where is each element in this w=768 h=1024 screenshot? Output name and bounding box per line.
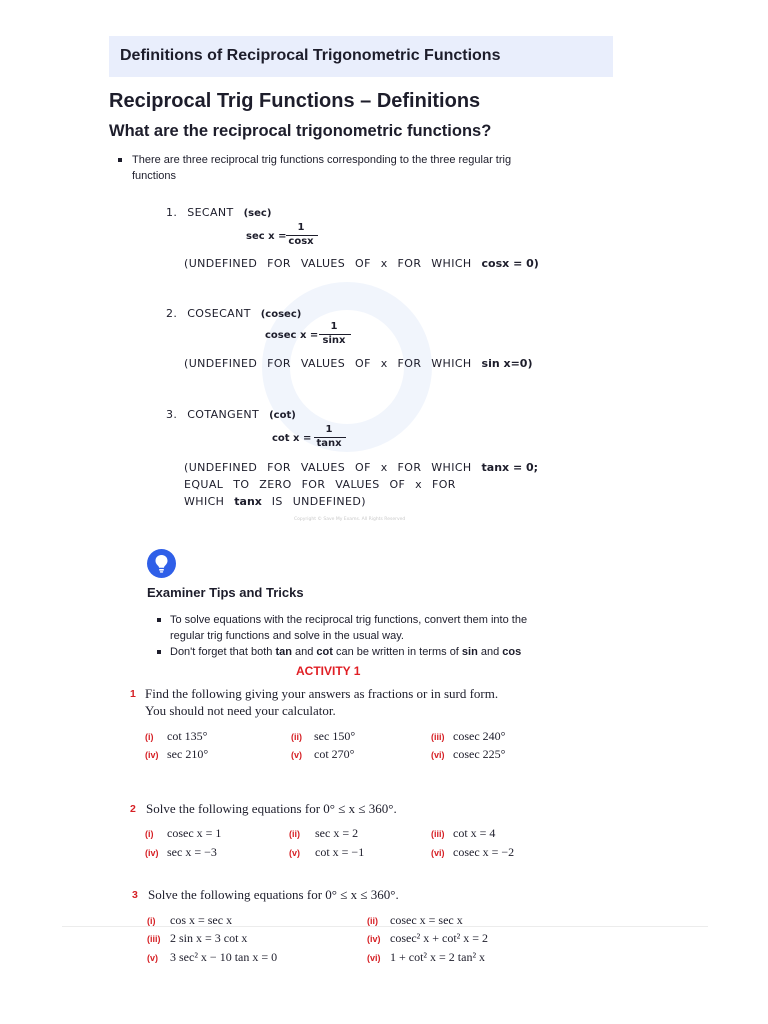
tip-2: Don't forget that both tan and cot can be written in terms of sin and cos — [170, 646, 522, 658]
tip-1-line-2: regular trig functions and solve in the usual way. — [170, 630, 404, 642]
q3-part-v: (v) 3 sec² x − 10 tan x = 0 — [147, 950, 278, 964]
cotangent-note-2: EQUAL TO ZERO FOR VALUES OF x FOR — [184, 478, 456, 491]
section-title: Definitions of Reciprocal Trigonometric Functions — [120, 47, 501, 64]
secant-title: 1. SECANT (sec) — [166, 206, 272, 219]
bullet-icon — [157, 618, 161, 622]
cotangent-formula: cot x = 1 tanx — [272, 426, 352, 452]
page-heading: Reciprocal Trig Functions – Definitions — [109, 90, 481, 112]
q2-part-iii: (iii) cot x = 4 — [431, 826, 496, 840]
intro-line-2: functions — [132, 170, 177, 182]
q1-part-iii: (iii) cosec 240° — [431, 729, 506, 743]
secant-note: (UNDEFINED FOR VALUES OF x FOR WHICH cosx = 0) — [184, 257, 539, 270]
q2-part-iv: (iv) sec x = −3 — [145, 845, 217, 859]
question-1-line-1: Find the following giving your answers as fractions or in surd form. — [145, 686, 499, 701]
question-1-line-2: You should not need your calculator. — [145, 703, 336, 718]
cosecant-note: (UNDEFINED FOR VALUES OF x FOR WHICH sin x=0) — [184, 357, 533, 370]
cosecant-title: 2. COSECANT (cosec) — [166, 307, 302, 320]
q3-part-i: (i) cos x = sec x — [147, 913, 233, 927]
cotangent-note-1: (UNDEFINED FOR VALUES OF x FOR WHICH tanx = 0; — [184, 461, 539, 474]
q2-part-i: (i) cosec x = 1 — [145, 826, 222, 840]
q2-part-v: (v) cot x = −1 — [289, 845, 365, 859]
question-3-number: 3 — [132, 889, 138, 901]
q1-part-iv: (iv) sec 210° — [145, 747, 209, 761]
q3-part-ii: (ii) cosec x = sec x — [367, 913, 463, 927]
lightbulb-icon — [147, 549, 176, 578]
cotangent-note-3: WHICH tanx IS UNDEFINED) — [184, 495, 366, 508]
q1-part-i: (i) cot 135° — [145, 729, 208, 743]
q3-part-iii: (iii) 2 sin x = 3 cot x — [147, 931, 248, 945]
tips-title: Examiner Tips and Tricks — [147, 585, 304, 600]
q3-part-iv: (iv) cosec² x + cot² x = 2 — [367, 931, 489, 945]
intro-line-1: There are three reciprocal trig functions corresponding to the three regular trig — [132, 154, 512, 166]
bullet-icon — [157, 650, 161, 654]
activity-title: ACTIVITY 1 — [296, 664, 361, 678]
question-2-line-1: Solve the following equations for 0° ≤ x ≤ 360°. — [146, 801, 397, 816]
q1-part-v: (v) cot 270° — [291, 747, 355, 761]
question-2-number: 2 — [130, 803, 136, 815]
cotangent-title: 3. COTANGENT (cot) — [166, 408, 296, 421]
page-subheading: What are the reciprocal trigonometric functions? — [109, 122, 492, 140]
q1-part-vi: (vi) cosec 225° — [431, 747, 506, 761]
question-1-number: 1 — [130, 688, 136, 700]
secant-formula: sec x = 1 cosx — [246, 224, 326, 250]
q1-part-ii: (ii) sec 150° — [291, 729, 356, 743]
tip-1-line-1: To solve equations with the reciprocal trig functions, convert them into the — [170, 614, 528, 626]
copyright-text: Copyright © Save My Exams. All Rights Reserved — [294, 517, 406, 522]
q2-part-ii: (ii) sec x = 2 — [289, 826, 359, 840]
section-header-bar — [109, 36, 613, 77]
q3-part-vi: (vi) 1 + cot² x = 2 tan² x — [367, 950, 486, 964]
q2-part-vi: (vi) cosec x = −2 — [431, 845, 515, 859]
cosecant-formula: cosec x = 1 sinx — [265, 323, 355, 349]
bullet-icon — [118, 158, 122, 162]
question-3-line-1: Solve the following equations for 0° ≤ x ≤ 360°. — [148, 887, 399, 902]
